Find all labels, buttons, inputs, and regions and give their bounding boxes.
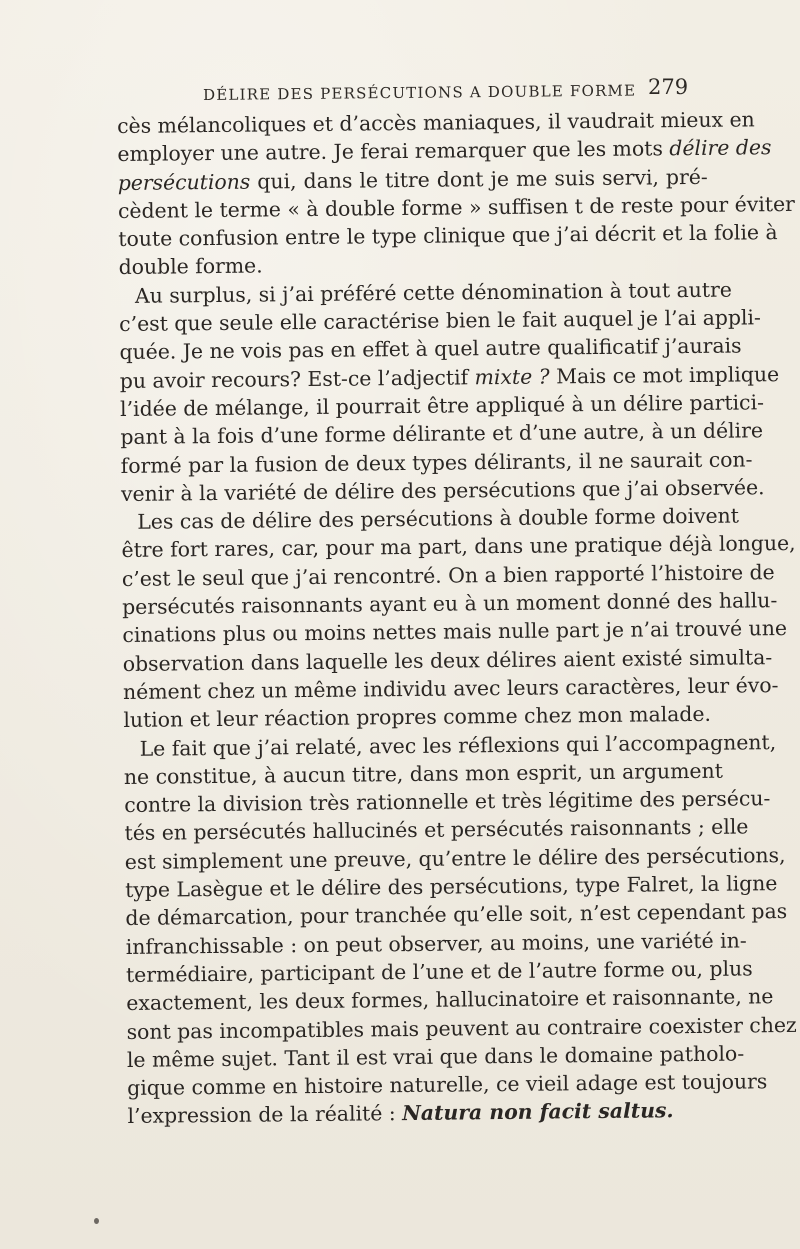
text-line: exactement, les deux formes, hallucinatoire et raisonnante, ne <box>126 984 774 1016</box>
text-line: formé par la fusion de deux types délirants, il ne saurait con- <box>120 446 753 478</box>
italic-phrase: mixte ? <box>474 364 550 389</box>
text-line: tés en persécutés hallucinés et persécutés raisonnants ; elle <box>124 814 749 846</box>
text-line: gique comme en histoire naturelle, ce vieil adage est toujours <box>127 1069 768 1101</box>
text-line: employer une autre. Je ferai remarquer que les mots délire des <box>117 135 772 167</box>
text-line: double forme. <box>118 253 263 280</box>
text-line: lution et leur réaction propres comme chez mon malade. <box>123 702 712 733</box>
text-line: quée. Je ne vois pas en effet à quel autre qualificatif j’aurais <box>119 333 742 365</box>
latin-phrase: Natura non facit saltus. <box>402 1098 674 1126</box>
text-line: cinations plus ou moins nettes mais nulle part je n’ai trouvé une <box>122 616 788 648</box>
text-line: de démarcation, pour tranchée qu’elle soit, n’est cependant pas <box>125 899 788 931</box>
text-line: être fort rares, car, pour ma part, dans une pratique déjà longue, <box>121 531 796 563</box>
text-line: infranchissable : on peut observer, au moins, une variété in- <box>125 928 747 959</box>
text-line: Les cas de délire des persécutions à double forme doivent <box>137 503 740 534</box>
text-line: persécutés raisonnants ayant eu à un moment donné des hallu- <box>122 588 778 620</box>
text-line: type Lasègue et le délire des persécutions, type Falret, la ligne <box>125 871 778 902</box>
text-line: venir à la variété de délire des persécutions que j’ai observée. <box>120 475 765 506</box>
text-line: l’idée de mélange, il pourrait être appliqué à un délire partici- <box>119 390 765 421</box>
text-line: le même sujet. Tant il est vrai que dans le domaine patholo- <box>126 1041 745 1072</box>
text-line: ne constitue, à aucun titre, dans mon esprit, un argument <box>123 758 723 789</box>
text-line: persécutions qui, dans le titre dont je me suis servi, pré- <box>117 164 708 195</box>
text-line: est simplement une preuve, qu’entre le délire des persécutions, <box>124 842 786 874</box>
text-line: c’est que seule elle caractérise bien le fait auquel je l’ai appli- <box>119 305 761 337</box>
text-line: nément chez un même individu avec leurs caractères, leur évo- <box>122 673 779 704</box>
text-line: toute confusion entre le type clinique que j’ai décrit et la folie à <box>118 220 778 252</box>
paper-speck <box>94 1218 99 1224</box>
text-line: cèdent le terme « à double forme » suffisen t de reste pour éviter <box>117 191 795 223</box>
text-line: c’est le seul que j’ai rencontré. On a bien rapporté l’histoire de <box>121 559 775 591</box>
text-line: Au surplus, si j’ai préféré cette dénomination à tout autre <box>134 277 732 308</box>
text-line: sont pas incompatibles mais peuvent au contraire coexister chez <box>126 1012 797 1044</box>
text-line: observation dans laquelle les deux délires aient existé simulta- <box>122 644 773 676</box>
text-line: Le fait que j’ai relaté, avec les réflexions qui l’accompagnent, <box>139 729 777 761</box>
text-line: l’expression de la réalité : Natura non facit saltus. <box>127 1098 674 1129</box>
text-line: cès mélancoliques et d’accès maniaques, il vaudrait mieux en <box>117 107 755 138</box>
text-line: pant à la fois d’une forme délirante et d’une autre, à un délire <box>120 418 764 450</box>
text-line: pu avoir recours? Est-ce l’adjectif mixte ? Mais ce mot implique <box>119 361 780 393</box>
italic-phrase: délire des <box>669 135 772 161</box>
body-text <box>117 106 797 1131</box>
italic-phrase: persécutions <box>117 169 251 195</box>
running-title: DÉLIRE DES PERSÉCUTIONS A DOUBLE FORME <box>203 81 637 104</box>
page-number: 279 <box>648 75 689 99</box>
text-line: termédiaire, participant de l’une et de l’autre forme ou, plus <box>125 956 753 987</box>
text-line: contre la division très rationnelle et très légitime des persécu- <box>124 786 771 818</box>
